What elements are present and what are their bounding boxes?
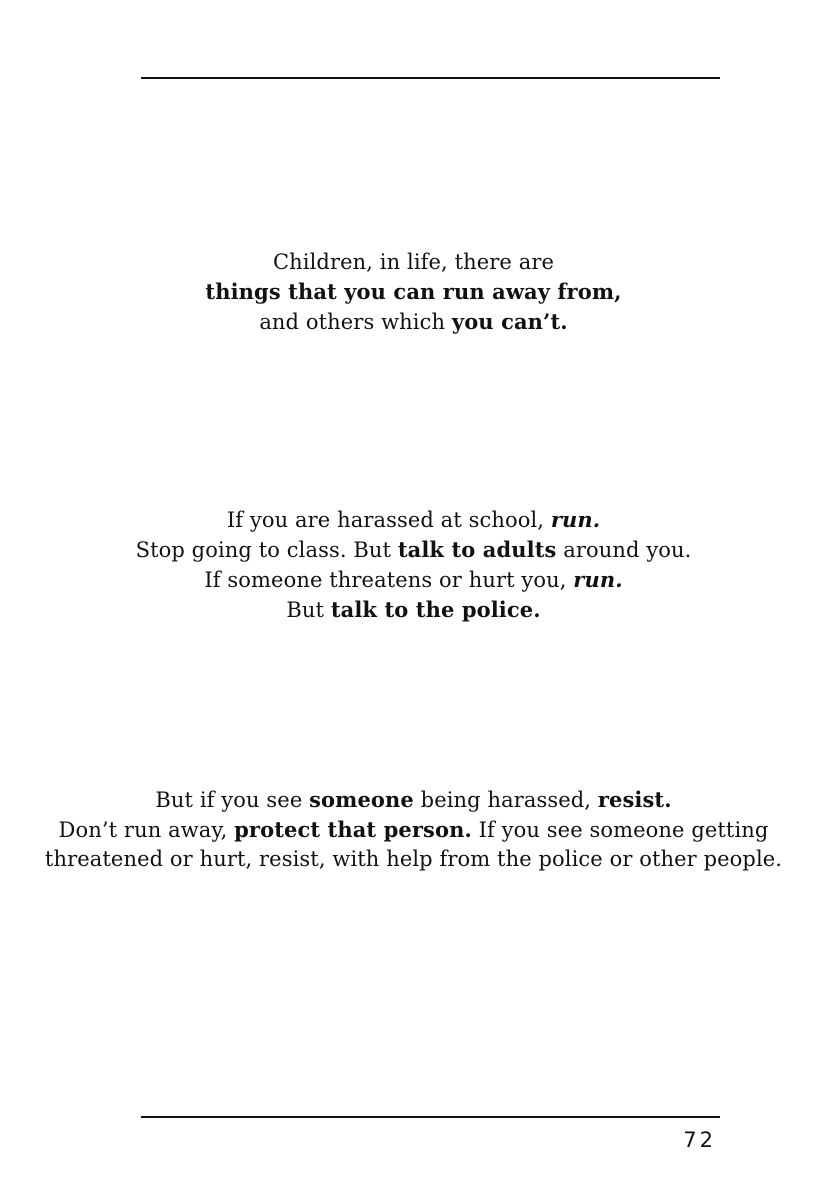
- paragraph-line: [0, 277, 827, 307]
- text-run: being harassed,: [413, 788, 598, 812]
- bold-text: talk to adults: [397, 537, 557, 562]
- paragraph-line: [0, 785, 827, 815]
- text-run: and others which: [259, 310, 452, 334]
- text-run: If you see someone getting: [471, 818, 769, 842]
- text-run: But if you see: [155, 788, 310, 812]
- paragraph-line: [0, 505, 827, 535]
- bold-text: resist.: [597, 787, 672, 812]
- text-run: Stop going to class. But: [135, 538, 398, 562]
- bottom-rule: [141, 1116, 720, 1118]
- text-run: Children, in life, there are: [272, 250, 555, 274]
- bold-text: talk to the police.: [330, 597, 541, 622]
- paragraph-harassed-run: [0, 505, 827, 625]
- bold-text: protect that person.: [234, 817, 472, 842]
- text-run: If someone threatens or hurt you,: [204, 568, 574, 592]
- top-rule: [141, 77, 720, 79]
- text-run: threatened or hurt, resist, with help from the police or other people.: [44, 847, 783, 871]
- text-run: Don’t run away,: [58, 818, 235, 842]
- paragraph-line: [0, 248, 827, 277]
- text-run: But: [286, 598, 331, 622]
- bold-text: someone: [309, 787, 414, 812]
- paragraph-line: [0, 565, 827, 595]
- paragraph-run-away: [0, 248, 827, 337]
- paragraph-line: [0, 307, 827, 337]
- paragraph-line: [0, 815, 827, 845]
- bold-text: things that you can run away from,: [205, 279, 622, 304]
- paragraph-line: [0, 535, 827, 565]
- bold-text: you can’t.: [451, 309, 568, 334]
- paragraph-line: [0, 845, 827, 874]
- text-run: If you are harassed at school,: [226, 508, 551, 532]
- paragraph-line: [0, 595, 827, 625]
- emphasis-text: run.: [573, 567, 623, 592]
- page-number: 72: [683, 1128, 716, 1152]
- text-run: around you.: [556, 538, 692, 562]
- paragraph-resist: [0, 785, 827, 874]
- emphasis-text: run.: [550, 507, 601, 532]
